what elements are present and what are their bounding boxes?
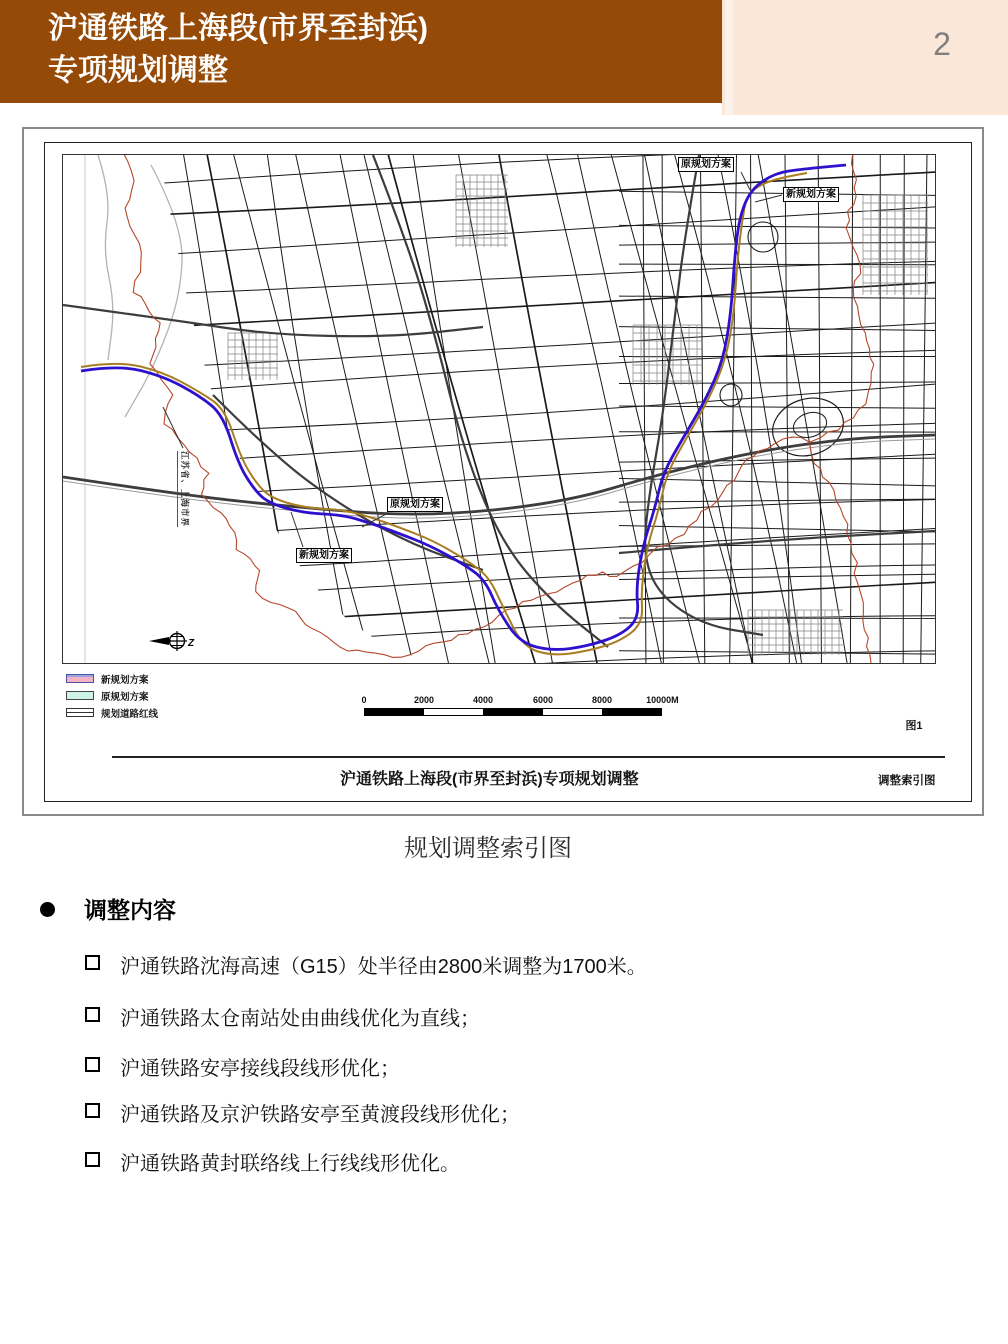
section-heading: 调整内容 xyxy=(84,897,176,923)
legend-swatch-new-plan xyxy=(66,674,94,683)
legend xyxy=(66,674,158,725)
header-side-panel xyxy=(722,0,1008,115)
figure-title: 沪通铁路上海段(市界至封浜)专项规划调整 xyxy=(340,771,639,788)
street-network-drawing xyxy=(63,155,935,663)
slide-title xyxy=(48,8,428,92)
square-bullet xyxy=(85,1057,100,1072)
scale-bar xyxy=(342,695,682,719)
scale-tick-labels xyxy=(342,695,679,706)
square-bullet xyxy=(85,955,100,970)
figure-title-rule xyxy=(112,756,945,758)
slide-title-line2: 专项规划调整 xyxy=(48,54,228,87)
legend-row-new xyxy=(66,674,158,686)
scale-bar-segments xyxy=(364,708,662,716)
scale-tick: 0 xyxy=(361,695,367,705)
legend-row-orig xyxy=(66,691,158,703)
figure-subtitle: 调整索引图 xyxy=(878,775,936,787)
scale-tick: 8000 xyxy=(591,695,613,705)
scale-tick: 4000 xyxy=(472,695,494,705)
scale-tick: 2000 xyxy=(413,695,435,705)
list-item-text: 沪通铁路及京沪铁路安亭至黄渡段线形优化； xyxy=(120,1104,520,1126)
legend-label: 规划道路红线 xyxy=(101,708,159,720)
map-label-original-plan-top: 原规划方案 xyxy=(678,157,734,172)
svg-text:Z: Z xyxy=(188,638,195,649)
scale-tick: 6000 xyxy=(532,695,554,705)
figure-caption: 规划调整索引图 xyxy=(404,835,572,862)
map-label-new-plan-top: 新规划方案 xyxy=(783,187,839,202)
legend-label: 原规划方案 xyxy=(101,691,149,703)
list-item-text: 沪通铁路黄封联络线上行线线形优化。 xyxy=(120,1153,460,1175)
legend-swatch-road-redline xyxy=(66,708,94,717)
bullet-dot xyxy=(40,902,55,917)
square-bullet xyxy=(85,1152,100,1167)
square-bullet xyxy=(85,1103,100,1118)
legend-row-road xyxy=(66,708,159,720)
list-item-text: 沪通铁路沈海高速（G15）处半径由2800米调整为1700米。 xyxy=(120,956,647,978)
square-bullet xyxy=(85,1007,100,1022)
figure-number: 图1 xyxy=(905,720,923,732)
figure-panel xyxy=(22,127,984,816)
planning-map xyxy=(62,154,936,664)
map-label-original-plan-mid: 原规划方案 xyxy=(387,497,443,512)
header-stripe xyxy=(725,0,733,115)
scale-tick: 10000M xyxy=(646,695,679,705)
map-label-new-plan-mid: 新规划方案 xyxy=(296,548,352,563)
slide-title-line1: 沪通铁路上海段(市界至封浜) xyxy=(48,12,428,45)
list-item-text: 沪通铁路安亭接线段线形优化； xyxy=(120,1058,400,1080)
list-item-text: 沪通铁路太仓南站处由曲线优化为直线； xyxy=(120,1008,480,1030)
legend-label: 新规划方案 xyxy=(101,674,149,686)
legend-swatch-original-plan xyxy=(66,691,94,700)
header-bar xyxy=(0,0,722,103)
page-number: 2 xyxy=(933,26,951,62)
province-boundary-label: 江苏省、上海市界 xyxy=(177,451,191,527)
